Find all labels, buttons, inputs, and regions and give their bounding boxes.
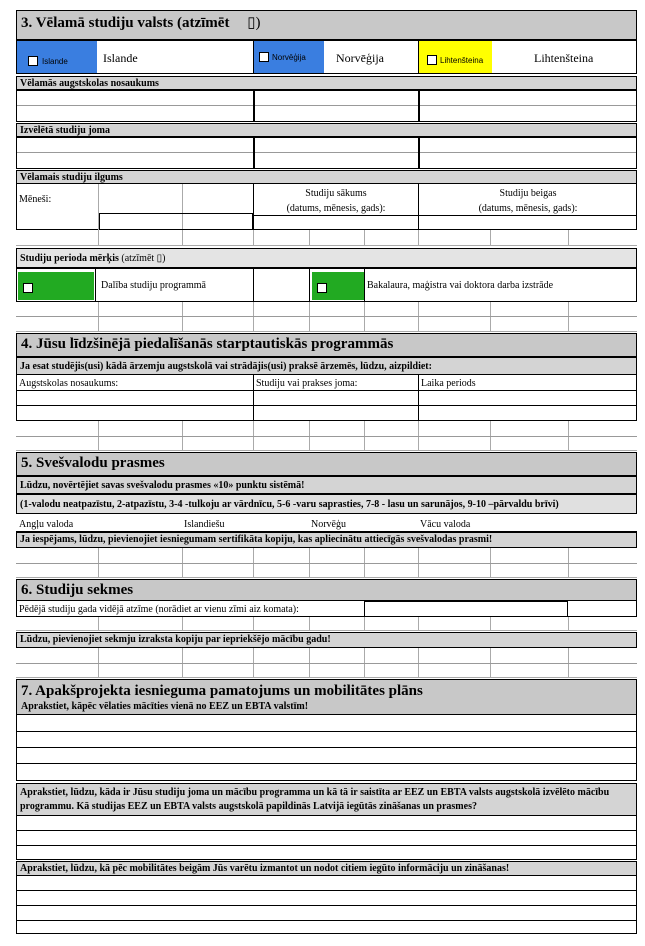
rule — [17, 105, 636, 106]
rule — [16, 731, 637, 732]
experience-period-input[interactable] — [419, 391, 636, 420]
experience-field-input[interactable] — [254, 391, 418, 420]
divider — [95, 268, 96, 302]
q2-answer-input[interactable] — [16, 816, 637, 860]
section-7-title: 7. Apakšprojekta iesnieguma pamatojums un mobilitātes plāns — [21, 683, 423, 699]
divider — [364, 268, 365, 302]
spacer-grid — [16, 230, 637, 246]
end-label-text: Studiju beigas — [499, 188, 557, 199]
grid-line — [418, 617, 419, 630]
grid-line — [182, 617, 183, 630]
grid-line — [253, 230, 254, 245]
grid-line — [309, 230, 310, 245]
grid-line — [418, 230, 419, 245]
grid-line — [568, 617, 569, 630]
language-icelandic: Islandiešu — [184, 519, 225, 530]
grid-line — [182, 230, 183, 245]
average-label: Pēdējā studiju gada vidējā atzīme (norādiet ar vienu zīmi aiz komata): — [19, 604, 299, 615]
goal-label-row — [16, 248, 637, 268]
rule — [16, 316, 637, 317]
icelandic-score-input[interactable] — [240, 516, 306, 532]
language-norwegian: Norvēģu — [311, 519, 346, 530]
institution-input[interactable] — [16, 90, 637, 122]
checkbox-glyph: ▯) — [247, 15, 261, 31]
section-4-header: 4. Jūsu līdzšinējā piedalīšanās starptautiskās programmās — [16, 333, 637, 357]
grid-line — [309, 617, 310, 630]
rule — [16, 845, 637, 846]
section-4-instruction: Ja esat studējis(usi) kādā ārzemju augstskolā vai strādājis(usi) praksē ārzemēs, lūdzu, aizpildiet: — [16, 357, 637, 375]
section-3-title: 3. Vēlamā studiju valsts (atzīmēt — [21, 15, 230, 31]
rule — [16, 890, 637, 891]
grid-line — [490, 617, 491, 630]
col-period: Laika periods — [421, 378, 476, 389]
section-6-header: 6. Studiju sekmes — [16, 579, 637, 601]
months-label: Mēneši: — [19, 194, 52, 205]
institution-label: Vēlamās augstskolas nosaukums — [16, 76, 637, 90]
experience-institution-input[interactable] — [17, 391, 253, 420]
country-name-norvegija: Norvēģija — [336, 51, 384, 65]
goal-hint: (atzīmēt ▯) — [121, 253, 166, 264]
checkbox-islande[interactable] — [28, 56, 38, 66]
rule — [16, 905, 637, 906]
goal-label: Studiju perioda mērķis — [20, 253, 119, 264]
field-input[interactable] — [16, 137, 637, 169]
start-date-input[interactable] — [254, 215, 418, 230]
country-box-label: Lihtenšteina — [440, 56, 484, 65]
divider — [418, 90, 420, 122]
grid-line — [568, 230, 569, 245]
col-field: Studiju vai prakses joma: — [256, 378, 358, 389]
transcript-note: Lūdzu, pievienojiet sekmju izraksta kopiju par iepriekšējo mācību gadu! — [16, 632, 637, 648]
spacer-grid — [16, 617, 637, 631]
rule — [17, 152, 636, 153]
rule — [16, 763, 637, 764]
section-7-header — [16, 679, 637, 715]
country-name-lihtensteina: Lihtenšteina — [534, 51, 594, 65]
end-date-input[interactable] — [419, 215, 636, 230]
field-label: Izvēlētā studiju joma — [16, 123, 637, 137]
q1-answer-input[interactable] — [16, 715, 637, 781]
section-7-q2: Aprakstiet, lūdzu, kāda ir Jūsu studiju joma un mācību programma un kā tā ir saistīta ar EEZ un EBTA valsts augstskolā izvēlēto mācību programmu. Kā studijas EEZ un EBTA valsts augstskolā papildinās Latvijā iegūtās zināšanas un prasmes? — [16, 783, 637, 816]
months-input[interactable] — [99, 213, 253, 230]
country-box-label: Islande — [42, 57, 68, 66]
divider — [253, 137, 255, 169]
spacer-grid — [16, 302, 637, 332]
grid-line — [98, 230, 99, 245]
end-label — [419, 186, 637, 216]
checkbox-goal-programme[interactable] — [23, 283, 33, 293]
divider — [253, 268, 254, 302]
checkbox-norvegija[interactable] — [259, 52, 269, 62]
certificate-note: Ja iespējams, lūdzu, pievienojiet iesniegumam sertifikāta kopiju, kas apliecinātu attiecīgās svešvalodas prasmi! — [16, 532, 637, 548]
country-name-islande: Islande — [103, 51, 138, 65]
german-score-input[interactable] — [490, 516, 636, 532]
checkbox-lihtensteina[interactable] — [427, 55, 437, 65]
rule — [16, 563, 637, 564]
divider — [309, 268, 310, 302]
country-box-label: Norvēģija — [272, 53, 306, 62]
section-7-q1: Aprakstiet, kāpēc vēlaties mācīties vienā no EEZ un EBTA valstīm! — [21, 701, 309, 712]
rule — [16, 920, 637, 921]
end-date-hint: (datums, mēnesis, gads): — [478, 203, 578, 214]
section-7-q3: Aprakstiet, lūdzu, kā pēc mobilitātes beigām Jūs varētu izmantot un nodot citiem iegūto informāciju un zināšanas! — [16, 861, 637, 876]
divider — [418, 137, 420, 169]
rule — [16, 830, 637, 831]
goal-option-thesis: Bakalaura, maģistra vai doktora darba izstrāde — [367, 280, 554, 291]
grid-line — [364, 230, 365, 245]
rule — [16, 436, 637, 437]
grid-line — [490, 230, 491, 245]
english-score-input[interactable] — [80, 516, 180, 532]
grid-line — [253, 617, 254, 630]
col-institution: Augstskolas nosaukums: — [19, 378, 119, 389]
section-5-instruction: Lūdzu, novērtējiet savas svešvalodu prasmes «10» punktu sistēmā! — [16, 476, 637, 494]
start-label — [254, 186, 418, 216]
checkbox-goal-thesis[interactable] — [317, 283, 327, 293]
language-scale: (1-valodu neatpazīstu, 2-atpazīstu, 3-4 -tulkoju ar vārdnīcu, 5-6 -varu saprasties, 7-8 - lasu un sarunājos, 9-10 –pārvaldu brīvi) — [16, 494, 637, 514]
average-input[interactable] — [364, 601, 568, 617]
duration-label: Vēlamais studiju ilgums — [16, 170, 637, 184]
goal-option-programme: Dalība studiju programmā — [101, 280, 206, 291]
divider — [253, 90, 255, 122]
grid-line — [364, 617, 365, 630]
rule — [16, 747, 637, 748]
section-5-header: 5. Svešvalodu prasmes — [16, 452, 637, 476]
rule — [16, 663, 637, 664]
start-date-hint: (datums, mēnesis, gads): — [286, 203, 386, 214]
norwegian-score-input[interactable] — [360, 516, 416, 532]
language-german: Vācu valoda — [420, 519, 471, 530]
start-label-text: Studiju sākums — [305, 188, 367, 199]
section-3-header — [16, 10, 637, 40]
language-english: Angļu valoda — [19, 519, 74, 530]
grid-line — [98, 617, 99, 630]
